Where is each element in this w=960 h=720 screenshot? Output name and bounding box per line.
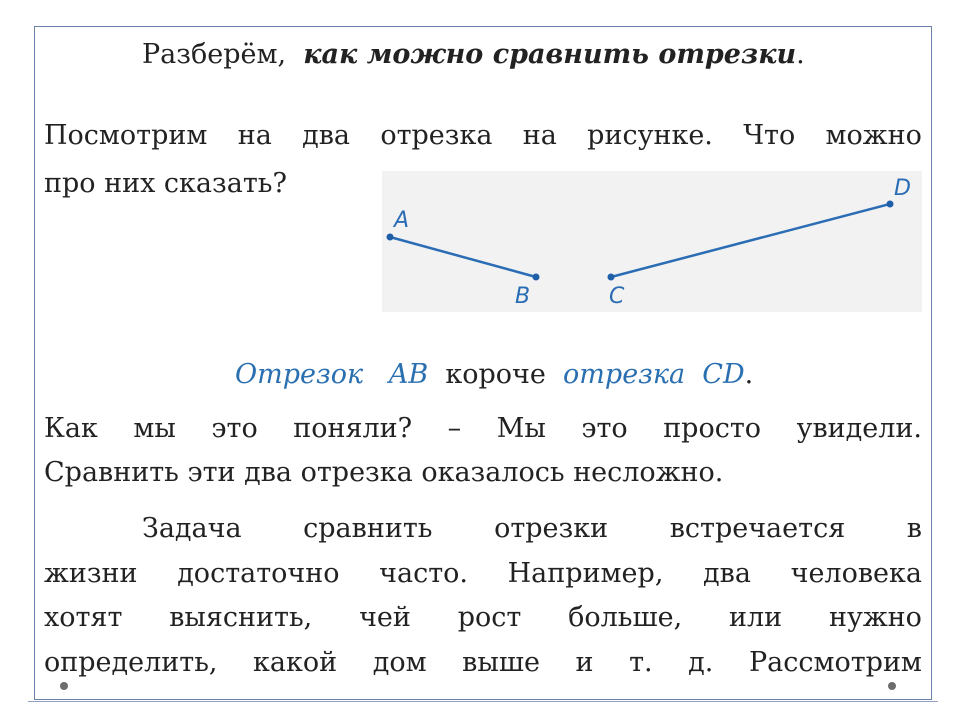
word: какой bbox=[253, 647, 338, 678]
word: дом bbox=[372, 647, 427, 678]
paragraph-3-line-1 bbox=[142, 511, 922, 547]
word: выяснить, bbox=[169, 602, 313, 633]
intro-plain: Разберём, bbox=[142, 39, 287, 70]
statement-cd: CD bbox=[702, 359, 745, 390]
statement-shorter: короче bbox=[445, 359, 546, 390]
segments-diagram bbox=[382, 171, 922, 312]
word: часто. bbox=[379, 558, 469, 589]
word: рисунке. bbox=[587, 120, 713, 151]
paragraph-1-line-1 bbox=[44, 118, 922, 154]
paragraph-3-line-4 bbox=[44, 645, 922, 681]
label-b: B bbox=[515, 284, 531, 309]
bottom-rule bbox=[28, 701, 938, 702]
statement-word-1: Отрезок bbox=[235, 359, 364, 390]
word: Задача bbox=[142, 513, 242, 544]
word: отрезки bbox=[494, 513, 609, 544]
word: т. bbox=[629, 647, 653, 678]
word: увидели. bbox=[796, 413, 922, 444]
left-bullet-dot bbox=[60, 682, 68, 690]
word: это bbox=[211, 413, 258, 444]
word: два bbox=[302, 120, 351, 151]
word: д. bbox=[688, 647, 714, 678]
paragraph-1-line-2: про них сказать? bbox=[44, 168, 287, 199]
word: выше bbox=[462, 647, 540, 678]
word: Например, bbox=[507, 558, 664, 589]
word: в bbox=[906, 513, 922, 544]
word: и bbox=[575, 647, 594, 678]
paragraph-3-line-2 bbox=[44, 556, 922, 592]
word: можно bbox=[825, 120, 922, 151]
word: на bbox=[237, 120, 272, 151]
word: рост bbox=[457, 602, 522, 633]
intro-period: . bbox=[796, 39, 805, 70]
point-a bbox=[387, 234, 394, 241]
intro-emphasis: как можно сравнить отрезки bbox=[303, 39, 797, 70]
word: нужно bbox=[828, 602, 922, 633]
segments-figure bbox=[382, 171, 922, 312]
word: мы bbox=[133, 413, 176, 444]
word: чей bbox=[359, 602, 411, 633]
word: Мы bbox=[496, 413, 546, 444]
word: на bbox=[522, 120, 557, 151]
word: человека bbox=[790, 558, 922, 589]
intro-title bbox=[44, 37, 922, 73]
point-b bbox=[533, 274, 540, 281]
paragraph-3-line-3 bbox=[44, 600, 922, 636]
word: поняли? bbox=[293, 413, 413, 444]
word: Посмотрим bbox=[44, 120, 208, 151]
word: жизни bbox=[44, 558, 138, 589]
word: просто bbox=[663, 413, 762, 444]
paragraph-2-line-1 bbox=[44, 411, 922, 447]
word: или bbox=[728, 602, 783, 633]
segment-cd bbox=[611, 204, 890, 277]
segment-ab bbox=[390, 237, 536, 277]
word: хотят bbox=[44, 602, 123, 633]
statement-line bbox=[44, 357, 922, 393]
word: Как bbox=[44, 413, 98, 444]
statement-period: . bbox=[744, 359, 754, 390]
word: – bbox=[447, 413, 462, 444]
word: два bbox=[703, 558, 751, 589]
label-c: C bbox=[609, 284, 625, 309]
label-d: D bbox=[894, 176, 911, 201]
word: встречается bbox=[669, 513, 846, 544]
point-c bbox=[608, 274, 615, 281]
statement-word-2: отрезка bbox=[563, 359, 686, 390]
paragraph-2-line-2: Сравнить эти два отрезка оказалось несложно. bbox=[44, 457, 724, 488]
right-bullet-dot bbox=[888, 682, 896, 690]
label-a: A bbox=[394, 208, 410, 233]
word: Рассмотрим bbox=[748, 647, 922, 678]
point-d bbox=[887, 201, 894, 208]
word: это bbox=[581, 413, 628, 444]
word: отрезка bbox=[380, 120, 493, 151]
word: достаточно bbox=[177, 558, 340, 589]
word: Что bbox=[743, 120, 796, 151]
word: сравнить bbox=[303, 513, 433, 544]
word: больше, bbox=[568, 602, 683, 633]
word: определить, bbox=[44, 647, 218, 678]
statement-ab: AB bbox=[388, 359, 429, 390]
